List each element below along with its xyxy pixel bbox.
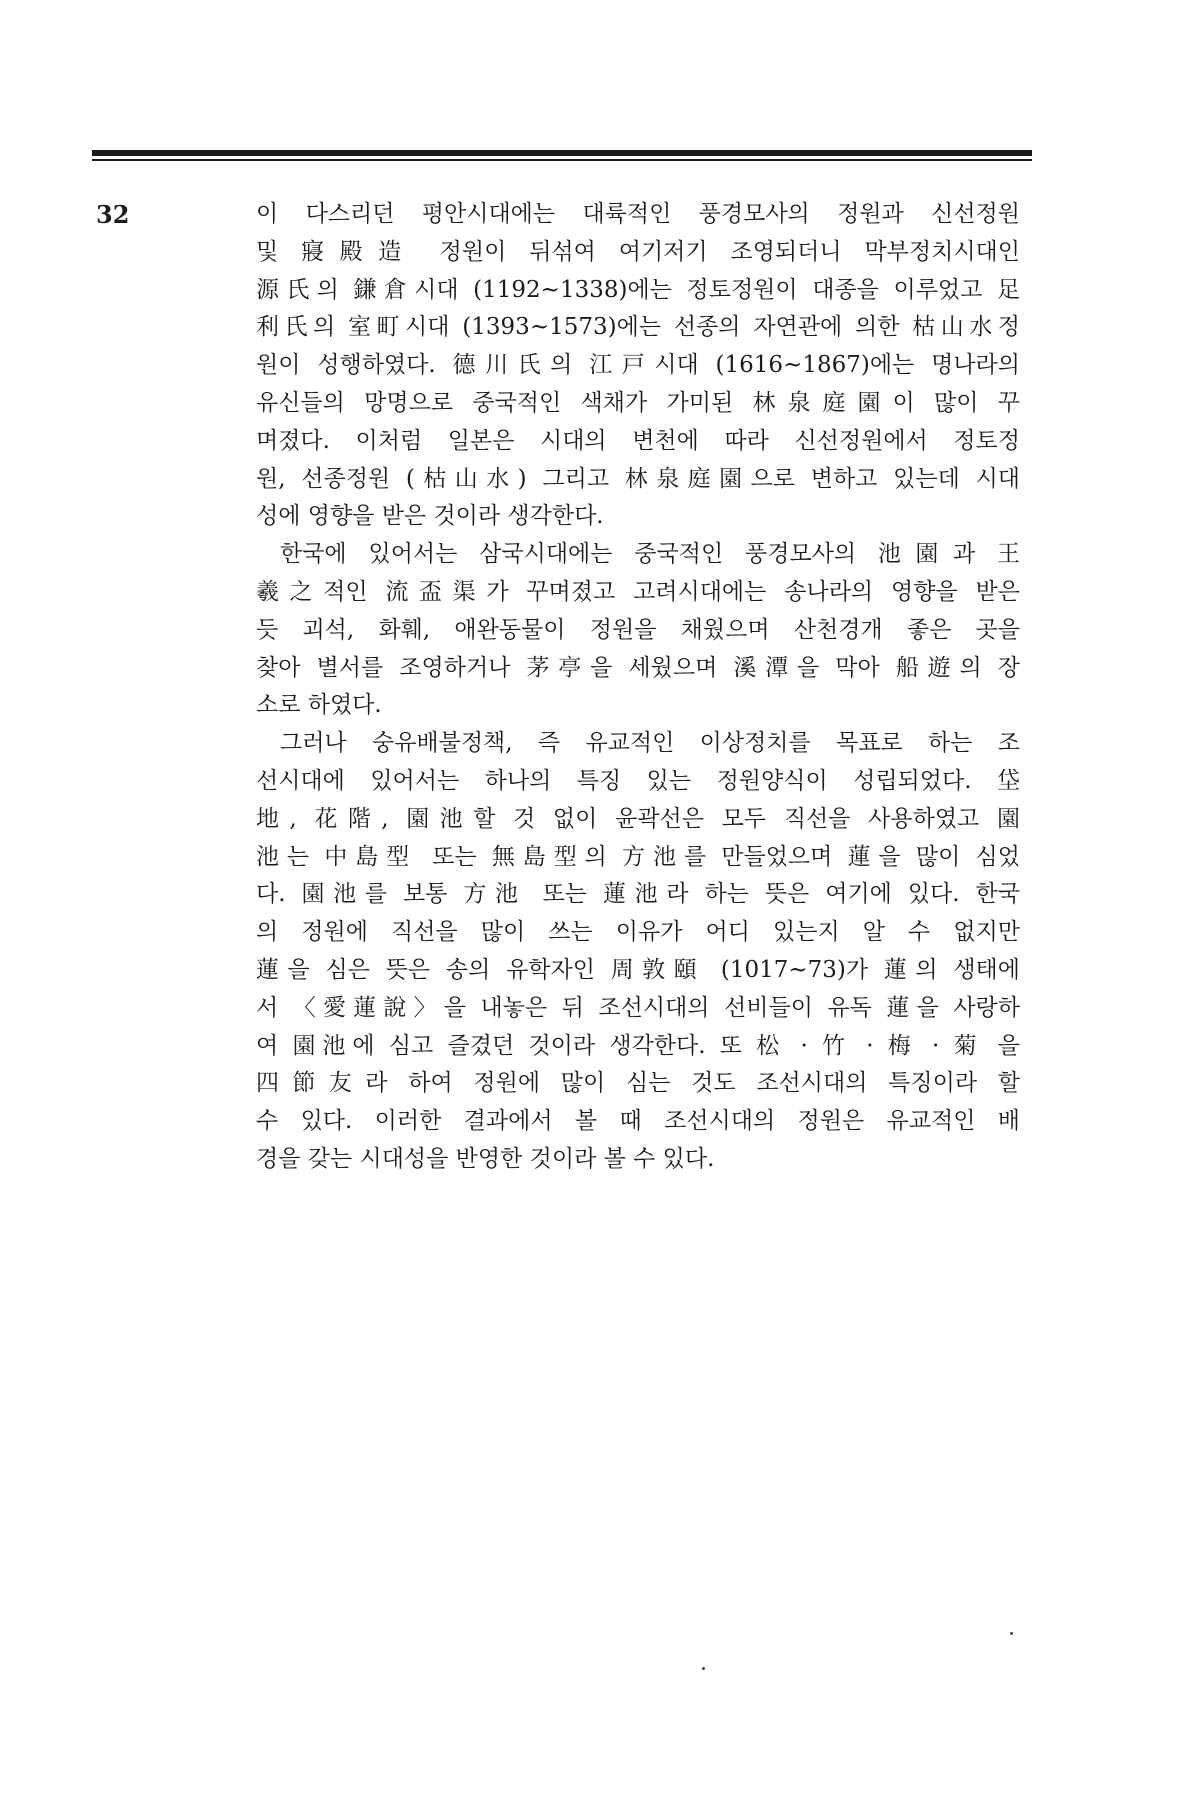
text-line: 성에 영향을 받은 것이라 생각한다. xyxy=(256,503,604,530)
text-line: 池는 中島型 또는 無島型의 方池를 만들었으며 蓮을 많이 심었 xyxy=(256,843,1020,870)
text-line: 원, 선종정원 (枯山水) 그리고 林泉庭園으로 변하고 있는데 시대 xyxy=(256,465,1020,492)
text-line: 며졌다. 이처럼 일본은 시대의 변천에 따라 신선정원에서 정토정 xyxy=(256,427,1020,454)
text-line: 및 寢殿造 정원이 뒤섞여 여기저기 조영되더니 막부정치시대인 xyxy=(256,238,1020,265)
text-line: 羲之적인 流盃渠가 꾸며졌고 고려시대에는 송나라의 영향을 받은 xyxy=(256,578,1020,605)
text-line: 한국에 있어서는 삼국시대에는 중국적인 풍경모사의 池園과 王 xyxy=(280,541,1020,568)
text-line: 경을 갖는 시대성을 반영한 것이라 볼 수 있다. xyxy=(256,1145,715,1172)
text-line: 선시대에 있어서는 하나의 특징 있는 정원양식이 성립되었다. 垈 xyxy=(256,767,1020,794)
header-rule-thin xyxy=(92,159,1032,161)
text-line: 의 정원에 직선을 많이 쓰는 이유가 어디 있는지 알 수 없지만 xyxy=(256,919,1020,946)
text-line: 그러나 숭유배불정책, 즉 유교적인 이상정치를 목표로 하는 조 xyxy=(280,730,1020,757)
text-line: 원이 성행하였다. 德川氏의 江戸시대 (1616~1867)에는 명나라의 xyxy=(256,352,1020,379)
text-line: 소로 하였다. xyxy=(256,692,382,719)
text-line: 유신들의 망명으로 중국적인 색채가 가미된 林泉庭園이 많이 꾸 xyxy=(256,389,1020,416)
text-line: 찾아 별서를 조영하거나 茅亭을 세웠으며 溪潭을 막아 船遊의 장 xyxy=(256,654,1020,681)
text-line: 四節友라 하여 정원에 많이 심는 것도 조선시대의 특징이라 할 xyxy=(256,1070,1020,1097)
scan-speck xyxy=(1010,1632,1013,1635)
text-line: 이 다스리던 평안시대에는 대륙적인 풍경모사의 정원과 신선정원 xyxy=(256,201,1020,227)
text-line: 듯 괴석, 화훼, 애완동물이 정원을 채웠으며 산천경개 좋은 곳을 xyxy=(256,616,1020,643)
header-rule-thick xyxy=(92,150,1032,156)
text-line: 서 〈愛蓮說〉을 내놓은 뒤 조선시대의 선비들이 유독 蓮을 사랑하 xyxy=(256,994,1020,1021)
text-line: 수 있다. 이러한 결과에서 볼 때 조선시대의 정원은 유교적인 배 xyxy=(256,1108,1020,1135)
body-text xyxy=(256,196,1020,1179)
paragraph-2 xyxy=(256,536,1020,725)
paragraph-1 xyxy=(256,196,1020,536)
paragraph-3 xyxy=(256,725,1020,1179)
text-line: 地, 花階, 園池할 것 없이 윤곽선은 모두 직선을 사용하였고 園 xyxy=(256,805,1020,832)
text-line: 蓮을 심은 뜻은 송의 유학자인 周敦頤 (1017~73)가 蓮의 생태에 xyxy=(256,956,1020,983)
text-line: 다. 園池를 보통 方池 또는 蓮池라 하는 뜻은 여기에 있다. 한국 xyxy=(256,881,1020,908)
text-line: 源氏의 鎌倉시대 (1192~1338)에는 정토정원이 대종을 이루었고 足 xyxy=(256,276,1020,303)
scan-speck xyxy=(702,1667,705,1670)
page-number: 32 xyxy=(96,200,130,229)
text-line: 利氏의 室町시대 (1393~1573)에는 선종의 자연관에 의한 枯山水정 xyxy=(256,314,1020,341)
text-line: 여 園池에 심고 즐겼던 것이라 생각한다. 또 松 · 竹 · 梅 · 菊 을 xyxy=(256,1032,1020,1059)
